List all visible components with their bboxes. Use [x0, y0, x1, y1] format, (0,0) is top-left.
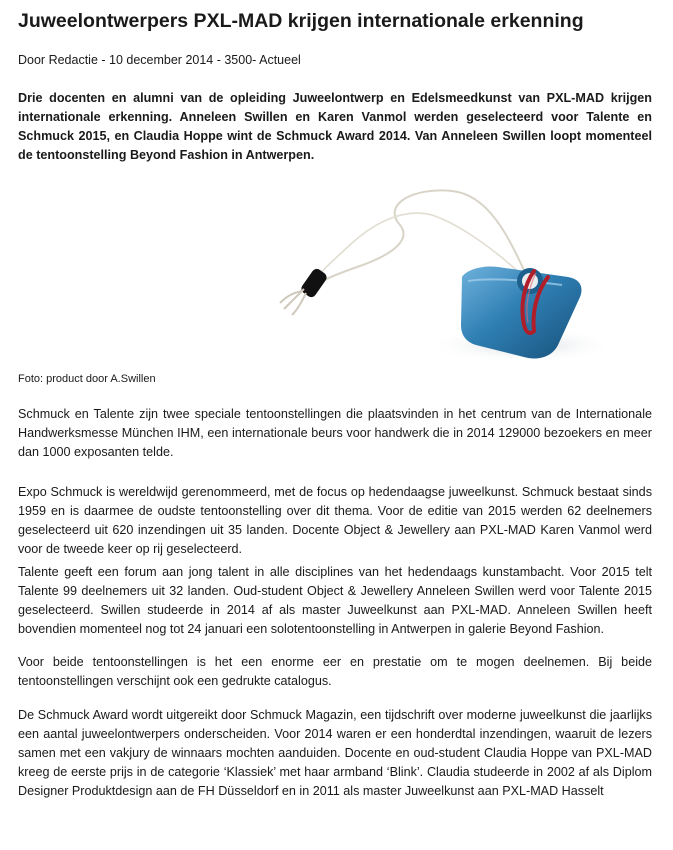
photo-caption: Foto: product door A.Swillen	[18, 373, 156, 385]
article-title: Juweelontwerpers PXL-MAD krijgen internationale erkenning	[18, 10, 584, 32]
article-byline: Door Redactie - 10 december 2014 - 3500- Actueel	[18, 53, 301, 67]
paragraph: Voor beide tentoonstellingen is het een enorme eer en prestatie om te mogen deelnemen. Bij beide tentoonstellingen verschijnt ook een gedrukte catalogus.	[18, 655, 652, 688]
paragraph: Talente geeft een forum aan jong talent in alle disciplines van het hedendaags kunstambacht. Voor 2015 telt Talente 99 deelnemers uit 32 landen. Oud-student Object & Jewellery Anneleen Swillen werd voor Talente 2015 geselecteerd. Swillen studeerde in 2014 af als master Juweelkunst aan PXL-MAD. Anneleen Swillen heeft bovendien momenteel nog tot 24 januari een solotentoonstelling in Antwerpen in galerie Beyond Fashion.	[18, 565, 652, 636]
product-photo	[262, 185, 604, 389]
paragraph: De Schmuck Award wordt uitgereikt door Schmuck Magazin, een tijdschrift over moderne juweelkunst die jaarlijks een aantal juweelontwerpers onderscheiden. Voor 2014 waren er een honderdtal inzendingen, waaruit de lezers samen met een vakjury de winnaars mochten aanduiden. Docente en oud-student Claudia Hoppe van PXL-MAD kreeg de eerste prijs in de categorie ‘Klassiek’ met haar armband ‘Blink’. Claudia studeerde in 2002 af als Diplom Designer Produktdesign aan de FH Düsseldorf en in 2011 als master Juweelkunst aan PXL-MAD Hasselt	[18, 708, 652, 798]
article-lead: Drie docenten en alumni van de opleiding Juweelontwerp en Edelsmeedkunst van PXL-MAD krijgen internationale erkenning. Anneleen Swillen en Karen Vanmol werden geselecteerd voor Talente en Schmuck 2015, en Claudia Hoppe wint de Schmuck Award 2014. Van Anneleen Swillen loopt momenteel de tentoonstelling Beyond Fashion in Antwerpen.	[18, 91, 652, 162]
pendant-necklace-image	[262, 185, 604, 389]
paragraph: Schmuck en Talente zijn twee speciale tentoonstellingen die plaatsvinden in het centrum van de Internationale Handwerksmesse München IHM, een internationale beurs voor handwerk die in 2014 129000 bezoekers en meer dan 1000 exposanten telde.	[18, 407, 652, 459]
paragraph: Expo Schmuck is wereldwijd gerenommeerd, met de focus op hedendaagse juweelkunst. Schmuck bestaat sinds 1959 en is daarmee de oudste tentoonstelling over dit thema. Voor de editie van 2015 werden 62 deelnemers geselecteerd uit 620 inzendingen uit 35 landen. Docente Object & Jewellery aan PXL-MAD Karen Vanmol werd voor de tweede keer op rij geselecteerd.	[18, 485, 652, 556]
